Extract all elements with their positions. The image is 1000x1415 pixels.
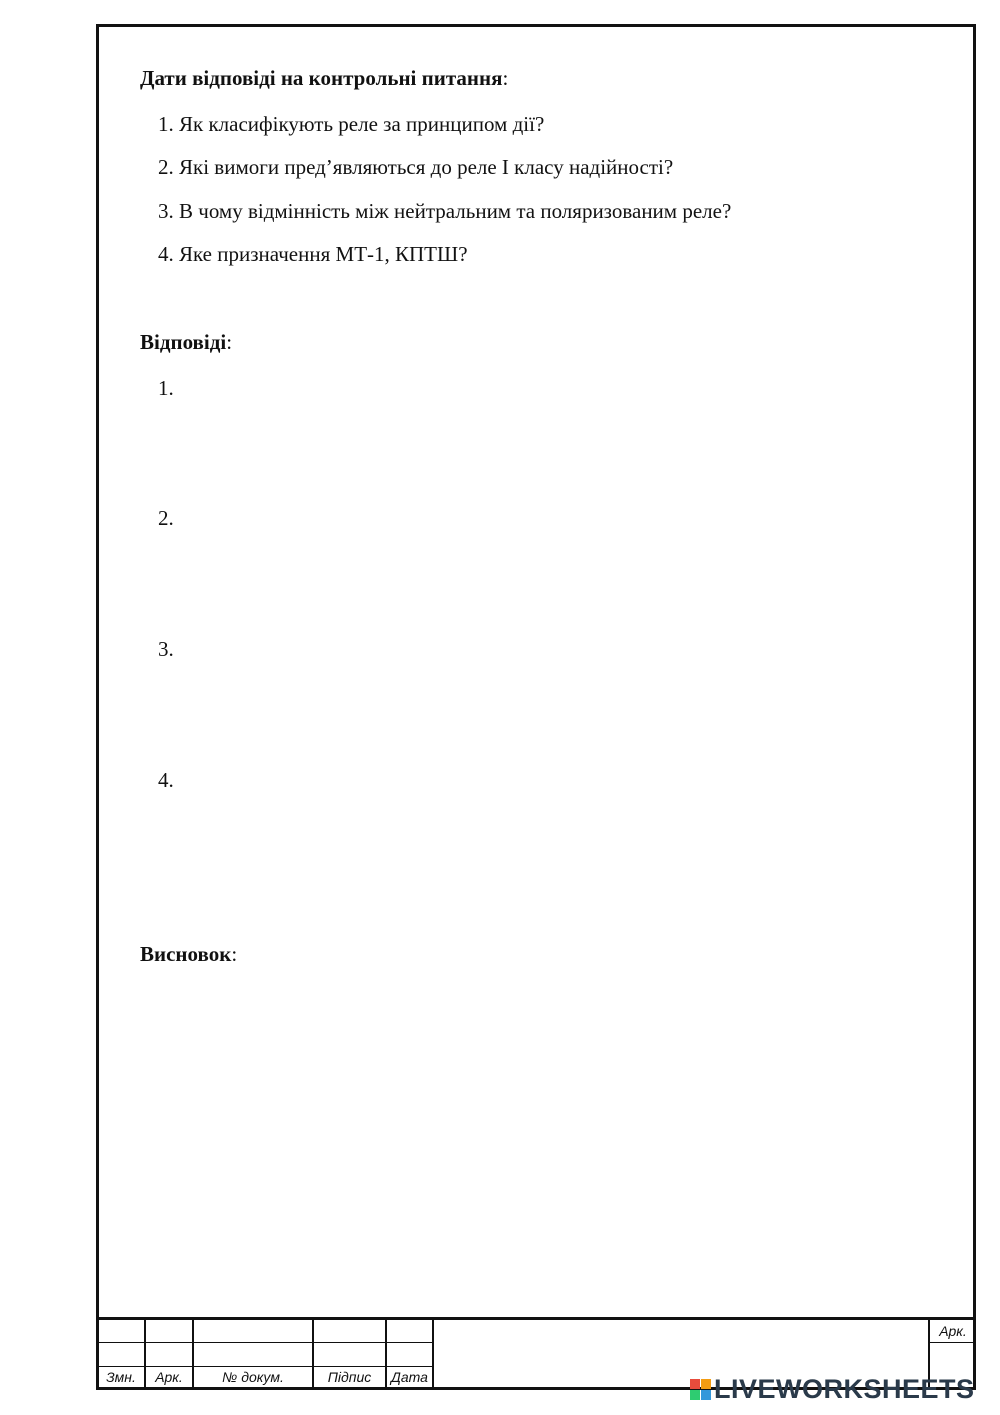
title-block-row-line [96,1366,433,1367]
answer-number-3: 3. [158,637,174,661]
conclusion-heading: Висновок: [140,942,238,966]
title-block-row-line [96,1342,433,1343]
title-block-col-line [432,1318,434,1390]
questions-heading: Дати відповіді на контрольні питання: [140,66,509,90]
page-frame [96,24,976,1390]
title-block-row-line [928,1342,976,1343]
question-1: 1. Як класифікують реле за принципом дії? [158,112,545,136]
answer-number-4: 4. [158,768,174,792]
question-4: 4. Яке призначення МТ-1, КПТШ? [158,242,468,266]
liveworksheets-icon [690,1379,711,1400]
label-sheet-number: Арк. [939,1323,967,1339]
question-3: 3. В чому відмінність між нейтральним та поляризованим реле? [158,199,732,223]
label-sheet: Арк. [155,1369,183,1385]
answer-number-2: 2. [158,506,174,530]
label-signature: Підпис [327,1369,372,1385]
liveworksheets-wordmark: LIVEWORKSHEETS [714,1373,975,1404]
title-block-top-border [96,1317,976,1320]
answer-number-1: 1. [158,376,174,400]
question-2: 2. Які вимоги пред’являються до реле І класу надійності? [158,155,674,179]
liveworksheets-logo [690,1374,975,1404]
label-change: Змн. [106,1369,136,1385]
label-date: Дата [391,1369,428,1385]
answers-heading: Відповіді: [140,330,233,354]
label-doc-number: № докум. [222,1369,284,1385]
